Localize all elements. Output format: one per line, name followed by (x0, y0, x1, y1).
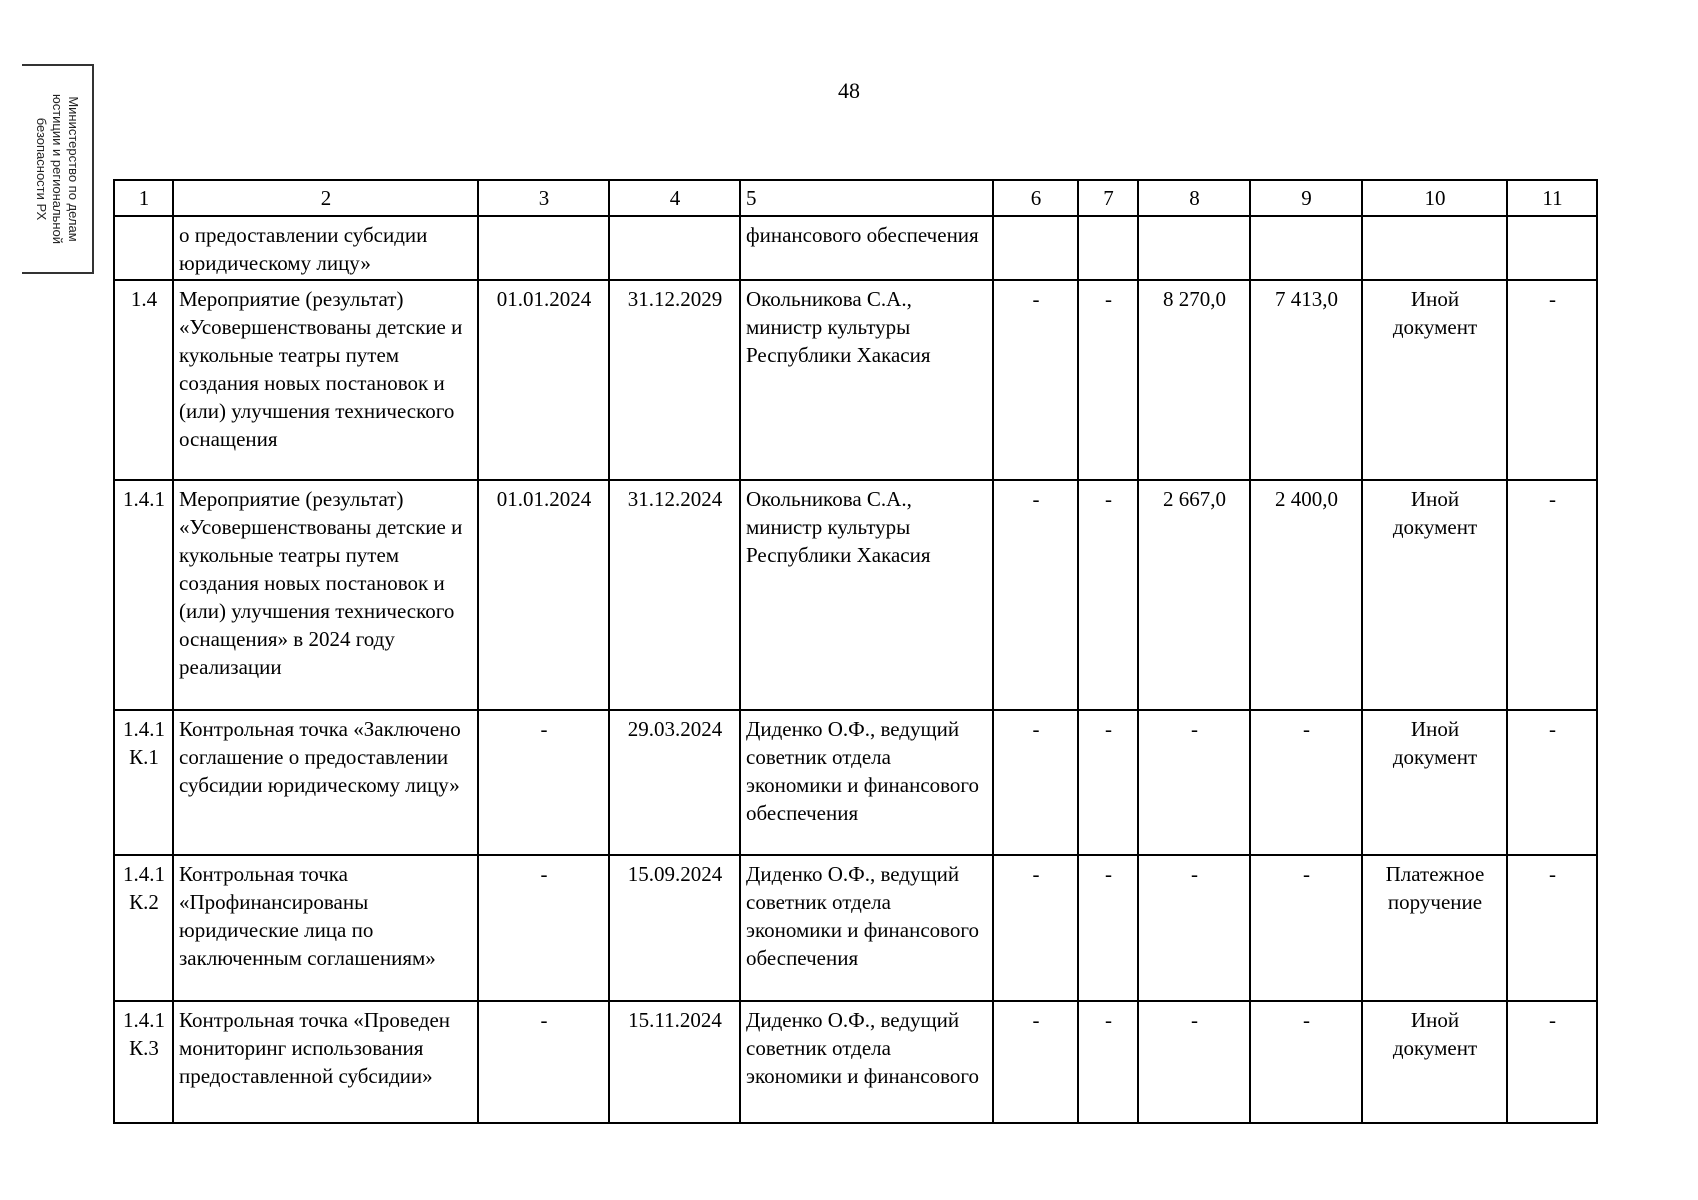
col9-value: - (1250, 855, 1362, 1001)
col9-value: 7 413,0 (1250, 280, 1362, 480)
end-date: 31.12.2029 (609, 280, 740, 480)
col7-value: - (1078, 855, 1138, 1001)
activity-name: Контрольная точка «Заключено соглашение о предоставлении субсидии юридическому лицу» (173, 710, 478, 855)
row-number: 1.4.1 (114, 480, 173, 710)
col6-value: - (993, 480, 1078, 710)
start-date: - (478, 710, 609, 855)
col8-value: 2 667,0 (1138, 480, 1250, 710)
col8-value: - (1138, 855, 1250, 1001)
table-row (114, 216, 1597, 280)
column-header: 4 (609, 180, 740, 216)
column-header: 11 (1507, 180, 1597, 216)
activity-name: Мероприятие (результат) «Усовершенствованы детские и кукольные театры путем создания новых постановок и (или) улучшения технического оснащения (173, 280, 478, 480)
row-number: 1.4.1 К.1 (114, 710, 173, 855)
table-header-row (114, 180, 1597, 216)
responsible-person: Диденко О.Ф., ведущий советник отдела экономики и финансового обеспечения (740, 710, 993, 855)
col7-value: - (1078, 280, 1138, 480)
table-row (114, 480, 1597, 710)
col8-value: - (1138, 1001, 1250, 1123)
activity-name: о предоставлении субсидии юридическому лицу» (173, 216, 478, 280)
document-type: Иной документ (1362, 480, 1507, 710)
col7-value: - (1078, 710, 1138, 855)
col11-value: - (1507, 280, 1597, 480)
activity-name: Контрольная точка «Профинансированы юридические лица по заключенным соглашениям» (173, 855, 478, 1001)
col6-value: - (993, 280, 1078, 480)
column-header: 8 (1138, 180, 1250, 216)
col9-value (1250, 216, 1362, 280)
start-date: 01.01.2024 (478, 480, 609, 710)
activity-name: Контрольная точка «Проведен мониторинг использования предоставленной субсидии» (173, 1001, 478, 1123)
document-type: Платежное поручение (1362, 855, 1507, 1001)
document-type: Иной документ (1362, 1001, 1507, 1123)
col11-value (1507, 216, 1597, 280)
document-type: Иной документ (1362, 710, 1507, 855)
col9-value: 2 400,0 (1250, 480, 1362, 710)
col9-value: - (1250, 1001, 1362, 1123)
column-header: 2 (173, 180, 478, 216)
column-header: 7 (1078, 180, 1138, 216)
row-number: 1.4.1 К.3 (114, 1001, 173, 1123)
end-date: 31.12.2024 (609, 480, 740, 710)
stamp-line: безопасности РХ (34, 117, 49, 221)
col7-value: - (1078, 480, 1138, 710)
column-header: 1 (114, 180, 173, 216)
page-number: 48 (838, 78, 860, 103)
table-row (114, 280, 1597, 480)
row-number: 1.4.1 К.2 (114, 855, 173, 1001)
document-type: Иной документ (1362, 280, 1507, 480)
col6-value: - (993, 710, 1078, 855)
end-date: 29.03.2024 (609, 710, 740, 855)
responsible-person: Окольникова С.А., министр культуры Республики Хакасия (740, 480, 993, 710)
start-date (478, 216, 609, 280)
start-date: 01.01.2024 (478, 280, 609, 480)
col11-value: - (1507, 480, 1597, 710)
row-number (114, 216, 173, 280)
end-date: 15.11.2024 (609, 1001, 740, 1123)
start-date: - (478, 855, 609, 1001)
col11-value: - (1507, 855, 1597, 1001)
col6-value: - (993, 1001, 1078, 1123)
column-header: 5 (740, 180, 993, 216)
responsible-person: Диденко О.Ф., ведущий советник отдела экономики и финансового обеспечения (740, 855, 993, 1001)
col8-value: 8 270,0 (1138, 280, 1250, 480)
schedule-table (113, 179, 1598, 1124)
responsible-person: Окольникова С.А., министр культуры Республики Хакасия (740, 280, 993, 480)
col7-value (1078, 216, 1138, 280)
col8-value: - (1138, 710, 1250, 855)
col6-value (993, 216, 1078, 280)
activity-name: Мероприятие (результат) «Усовершенствованы детские и кукольные театры путем создания новых постановок и (или) улучшения технического оснащения» в 2024 году реализации (173, 480, 478, 710)
col11-value: - (1507, 710, 1597, 855)
col8-value (1138, 216, 1250, 280)
column-header: 9 (1250, 180, 1362, 216)
end-date (609, 216, 740, 280)
responsible-person: Диденко О.Ф., ведущий советник отдела экономики и финансового (740, 1001, 993, 1123)
document-type (1362, 216, 1507, 280)
col7-value: - (1078, 1001, 1138, 1123)
table-row (114, 855, 1597, 1001)
table-row (114, 710, 1597, 855)
start-date: - (478, 1001, 609, 1123)
col6-value: - (993, 855, 1078, 1001)
column-header: 10 (1362, 180, 1507, 216)
col9-value: - (1250, 710, 1362, 855)
responsible-person: финансового обеспечения (740, 216, 993, 280)
row-number: 1.4 (114, 280, 173, 480)
table-row (114, 1001, 1597, 1123)
column-header: 6 (993, 180, 1078, 216)
stamp-line: юстиции и региональной (50, 93, 65, 245)
stamp-line: Министерство по делам (66, 96, 81, 242)
column-header: 3 (478, 180, 609, 216)
end-date: 15.09.2024 (609, 855, 740, 1001)
col11-value: - (1507, 1001, 1597, 1123)
